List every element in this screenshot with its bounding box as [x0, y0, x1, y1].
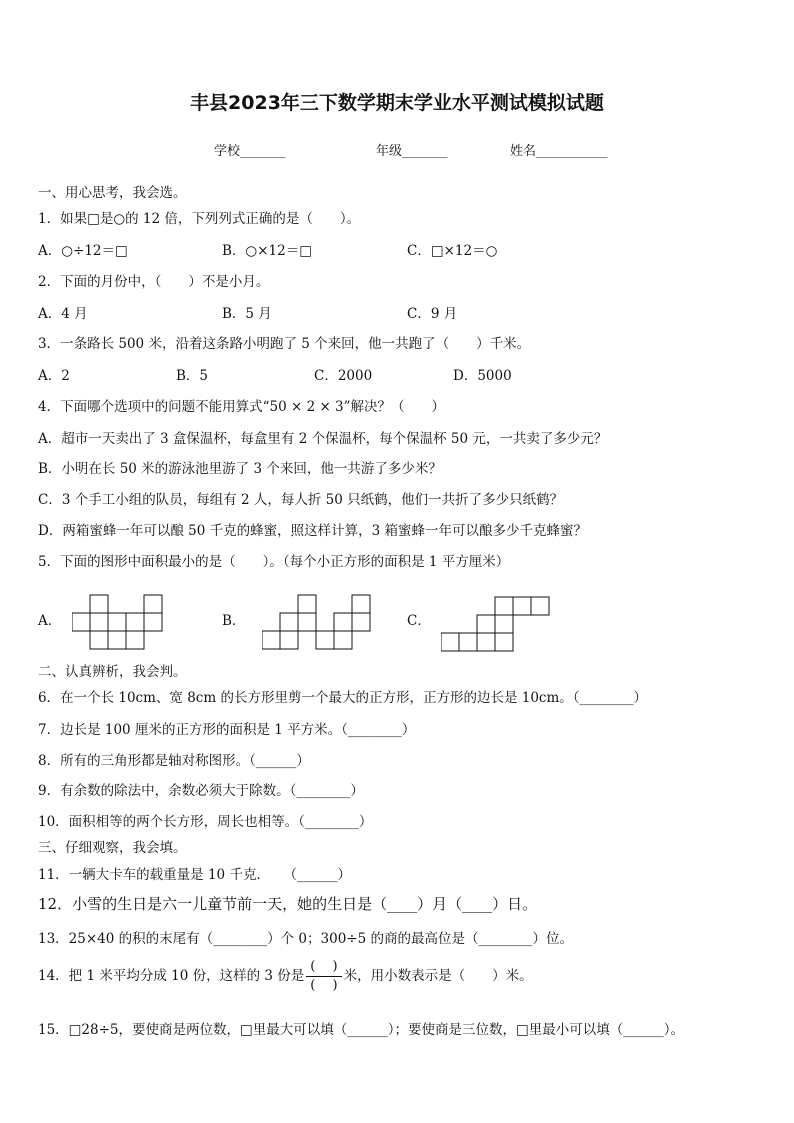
question-4-option-c: C．3 个手工小组的队员，每组有 2 人，每人折 50 只纸鹤，他们一共折了多少只纸鹤？: [38, 492, 564, 508]
question-3-option-d: D．5000: [453, 368, 512, 384]
fraction-denominator-blank: ( ): [310, 978, 338, 993]
question-5-figure-c: [441, 596, 551, 652]
question-1-option-c: C．□×12＝○: [407, 243, 498, 259]
school-blank: _______: [240, 144, 286, 159]
question-1-option-a: A．○÷12＝□: [38, 243, 128, 259]
grade-field: [376, 140, 448, 159]
question-15: 15．□28÷5，要使商是两位数，□里最大可以填（______）；要使商是三位数，□里最小可以填（______）。: [38, 1022, 685, 1038]
name-field: [510, 140, 608, 159]
question-12: 12．小雪的生日是六一儿童节前一天，她的生日是（____）月（____）日。: [38, 895, 538, 913]
question-2-option-b: B．5 月: [222, 306, 272, 322]
question-2-option-a: A．4 月: [38, 306, 88, 322]
question-2-stem: 2．下面的月份中，（ ）不是小月。: [38, 274, 270, 290]
question-3-option-c: C．2000: [314, 368, 373, 384]
question-11: 11．一辆大卡车的载重量是 10 千克． （______）: [38, 867, 351, 883]
name-blank: ___________: [536, 144, 608, 159]
question-7: 7．边长是 100 厘米的正方形的面积是 1 平方米。（________）: [38, 722, 416, 738]
question-5-figure-b: [262, 594, 372, 650]
section-2-heading: 二、认真辨析，我会判。: [38, 664, 187, 680]
name-label: 姓名: [510, 144, 537, 159]
question-5-stem: 5．下面的图形中面积最小的是（ ）。（每个小正方形的面积是 1 平方厘米）: [38, 554, 510, 570]
question-14-after: 米，用小数表示是（ ）米。: [343, 968, 533, 984]
school-field: [214, 140, 286, 159]
question-5-option-c-label: C．: [407, 613, 431, 629]
fraction-numerator-blank: ( ): [306, 958, 341, 977]
question-2-option-c: C．9 月: [407, 306, 458, 322]
question-3-option-b: B．5: [176, 368, 209, 384]
question-10: 10．面积相等的两个长方形，周长也相等。（________）: [38, 814, 373, 830]
page-title: 丰县2023年三下数学期末学业水平测试模拟试题: [190, 92, 604, 114]
question-4-option-a: A．超市一天卖出了 3 盒保温杯，每盒里有 2 个保温杯，每个保温杯 50 元，一共卖了多少元？: [38, 431, 608, 447]
question-3-stem: 3．一条路长 500 米，沿着这条路小明跑了 5 个来回，他一共跑了（ ）千米。: [38, 336, 531, 352]
section-3-heading: 三、仔细观察，我会填。: [38, 840, 187, 856]
question-4-option-d: D．两箱蜜蜂一年可以酿 50 千克的蜂蜜，照这样计算，3 箱蜜蜂一年可以酿多少千克蜂蜜？: [38, 523, 587, 539]
question-5-figure-a: [72, 594, 164, 650]
question-1-option-b: B．○×12＝□: [222, 243, 312, 259]
school-label: 学校: [214, 144, 241, 159]
question-5-option-b-label: B．: [222, 613, 246, 629]
grade-blank: _______: [402, 144, 448, 159]
section-1-heading: 一、用心思考，我会选。: [38, 185, 187, 201]
question-8: 8．所有的三角形都是轴对称图形。（______）: [38, 753, 310, 769]
question-6: 6．在一个长 10cm、宽 8cm 的长方形里剪一个最大的正方形，正方形的边长是 10cm。（________）: [38, 690, 648, 706]
question-3-option-a: A．2: [38, 368, 70, 384]
question-9: 9．有余数的除法中，余数必须大于除数。（________）: [38, 783, 364, 799]
question-1-stem: 1．如果□是○的 12 倍，下列列式正确的是（ ）。: [38, 211, 361, 227]
question-14: [38, 958, 533, 995]
question-14-fraction: [306, 958, 341, 995]
question-4-stem: 4．下面哪个选项中的问题不能用算式“50 × 2 × 3”解决？（ ）: [38, 399, 446, 415]
question-5-option-a-label: A．: [38, 613, 62, 629]
grade-label: 年级: [376, 144, 403, 159]
question-4-option-b: B．小明在长 50 米的游泳池里游了 3 个来回，他一共游了多少米？: [38, 461, 442, 477]
question-13: 13．25×40 的积的末尾有（________）个 0；300÷5 的商的最高位是（________）位。: [38, 931, 573, 947]
question-14-before: 14．把 1 米平均分成 10 份，这样的 3 份是: [38, 968, 305, 984]
